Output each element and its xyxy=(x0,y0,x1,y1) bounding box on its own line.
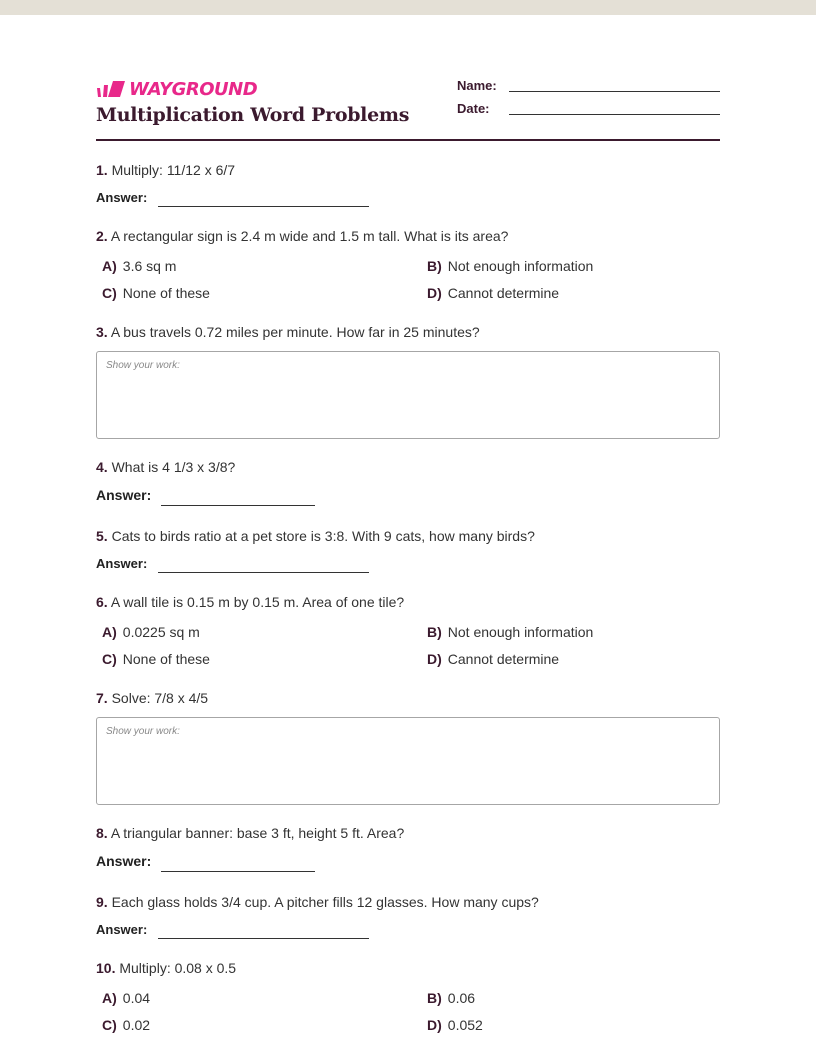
question-number: 10. xyxy=(96,960,116,976)
answer-field[interactable] xyxy=(161,505,315,506)
option-text: Not enough information xyxy=(447,624,594,640)
question-number: 2. xyxy=(96,228,108,244)
option-letter: D) xyxy=(427,285,442,301)
option-text: 0.0225 sq m xyxy=(122,624,200,640)
answer-label: Answer: xyxy=(96,922,148,937)
option-letter: D) xyxy=(427,651,442,667)
answer-label: Answer: xyxy=(96,487,152,503)
answer-field[interactable] xyxy=(161,871,315,872)
option-text: 0.02 xyxy=(122,1017,151,1033)
option-letter: B) xyxy=(427,258,442,274)
question-number: 1. xyxy=(96,162,108,178)
option-text: None of these xyxy=(122,651,210,667)
name-field[interactable] xyxy=(509,91,720,92)
option-letter: A) xyxy=(102,990,117,1006)
answer-field[interactable] xyxy=(158,572,369,573)
option-text: 0.06 xyxy=(447,990,476,1006)
question-5 xyxy=(96,528,720,544)
answer-label: Answer: xyxy=(96,853,152,869)
brand-logo xyxy=(96,78,257,100)
question-number: 4. xyxy=(96,459,108,475)
answer-field[interactable] xyxy=(158,938,369,939)
question-3 xyxy=(96,324,720,340)
option-d[interactable] xyxy=(427,651,559,667)
answer-label: Answer: xyxy=(96,190,148,205)
question-text: Each glass holds 3/4 cup. A pitcher fills 12 glasses. How many cups? xyxy=(111,894,539,910)
question-text: A triangular banner: base 3 ft, height 5 ft. Area? xyxy=(110,825,405,841)
worksheet-header xyxy=(96,75,720,141)
option-d[interactable] xyxy=(427,285,559,301)
name-label: Name: xyxy=(457,78,497,93)
option-d[interactable] xyxy=(427,1017,483,1033)
work-placeholder: Show your work: xyxy=(106,360,180,371)
top-bar xyxy=(0,0,816,15)
option-text: Cannot determine xyxy=(447,651,560,667)
option-c[interactable] xyxy=(102,285,210,301)
question-text: What is 4 1/3 x 3/8? xyxy=(111,459,236,475)
option-letter: C) xyxy=(102,285,117,301)
option-text: Cannot determine xyxy=(447,285,560,301)
question-text: Solve: 7/8 x 4/5 xyxy=(111,690,209,706)
option-letter: B) xyxy=(427,624,442,640)
question-text: Cats to birds ratio at a pet store is 3:8. With 9 cats, how many birds? xyxy=(111,528,535,544)
option-text: 0.052 xyxy=(447,1017,483,1033)
question-text: A wall tile is 0.15 m by 0.15 m. Area of one tile? xyxy=(110,594,405,610)
question-number: 3. xyxy=(96,324,108,340)
option-b[interactable] xyxy=(427,990,475,1006)
question-10 xyxy=(96,960,720,976)
option-a[interactable] xyxy=(102,258,176,274)
answer-field[interactable] xyxy=(158,206,369,207)
question-6 xyxy=(96,594,720,610)
question-number: 7. xyxy=(96,690,108,706)
option-letter: C) xyxy=(102,651,117,667)
question-text: A bus travels 0.72 miles per minute. How far in 25 minutes? xyxy=(110,324,480,340)
option-letter: A) xyxy=(102,258,117,274)
option-b[interactable] xyxy=(427,624,593,640)
question-text: Multiply: 0.08 x 0.5 xyxy=(119,960,237,976)
option-a[interactable] xyxy=(102,624,200,640)
work-area[interactable] xyxy=(96,351,720,439)
answer-label: Answer: xyxy=(96,556,148,571)
question-7 xyxy=(96,690,720,706)
question-4 xyxy=(96,459,720,475)
work-placeholder: Show your work: xyxy=(106,726,180,737)
option-letter: B) xyxy=(427,990,442,1006)
brand-mark-icon xyxy=(96,80,126,98)
option-c[interactable] xyxy=(102,651,210,667)
question-text: A rectangular sign is 2.4 m wide and 1.5 m tall. What is its area? xyxy=(110,228,509,244)
brand-name: WAYGROUND xyxy=(129,78,258,100)
option-text: 0.04 xyxy=(122,990,151,1006)
date-field[interactable] xyxy=(509,114,720,115)
question-1 xyxy=(96,162,720,178)
question-number: 6. xyxy=(96,594,108,610)
option-letter: C) xyxy=(102,1017,117,1033)
option-b[interactable] xyxy=(427,258,593,274)
option-text: Not enough information xyxy=(447,258,594,274)
question-number: 8. xyxy=(96,825,108,841)
option-letter: A) xyxy=(102,624,117,640)
question-number: 9. xyxy=(96,894,108,910)
option-a[interactable] xyxy=(102,990,150,1006)
page-title: Multiplication Word Problems xyxy=(96,104,410,126)
option-letter: D) xyxy=(427,1017,442,1033)
question-text: Multiply: 11/12 x 6/7 xyxy=(111,162,236,178)
option-text: None of these xyxy=(122,285,210,301)
question-number: 5. xyxy=(96,528,108,544)
option-text: 3.6 sq m xyxy=(122,258,177,274)
question-9 xyxy=(96,894,720,910)
work-area[interactable] xyxy=(96,717,720,805)
question-2 xyxy=(96,228,720,244)
date-label: Date: xyxy=(457,101,490,116)
option-c[interactable] xyxy=(102,1017,150,1033)
question-8 xyxy=(96,825,720,841)
